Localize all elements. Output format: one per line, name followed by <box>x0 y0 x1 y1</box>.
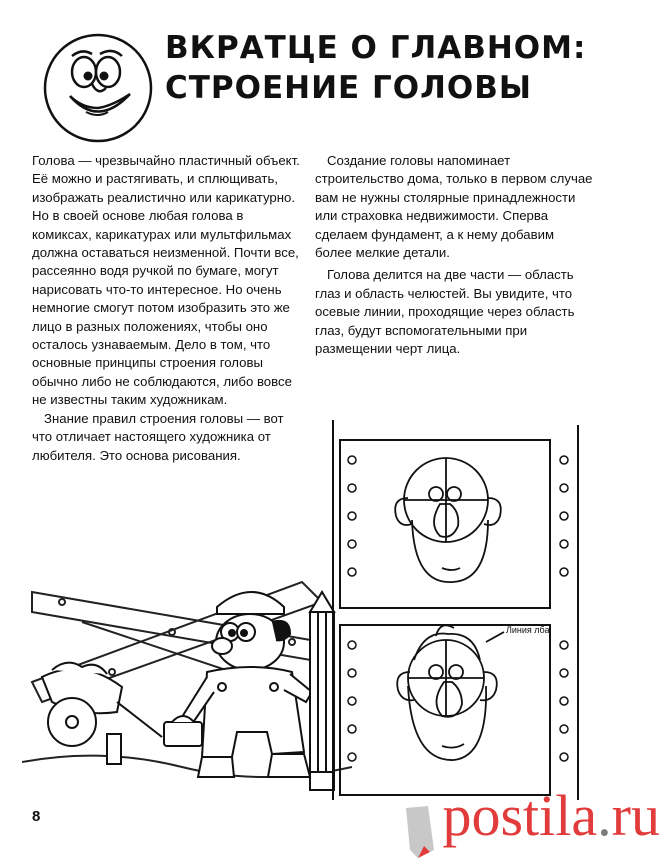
page-number: 8 <box>32 808 41 825</box>
title-line-2: СТРОЕНИЕ ГОЛОВЫ <box>165 70 532 106</box>
head-diagram-filmstrip <box>328 420 586 800</box>
watermark <box>400 782 660 860</box>
forehead-line-label: Линия лба <box>506 625 550 635</box>
left-paragraph-2: Знание правил строения головы — вот что отличает настоящего художника от любителя. Это основа рисования. <box>32 410 284 463</box>
watermark-tld: ru <box>611 783 660 848</box>
title-line-1: ВКРАТЦЕ О ГЛАВНОМ: <box>165 30 587 66</box>
page-title <box>165 30 635 106</box>
right-paragraph-1: Создание головы напоминает строительство дома, только в первом случае вам не нужны столярные принадлежности или страховка недвижимости. Сперва сделаем фундамент, а к нему добавим более мелкие детали. <box>315 153 593 261</box>
right-column <box>315 152 593 358</box>
smiley-face-icon <box>42 32 154 144</box>
watermark-dot: . <box>597 783 612 848</box>
workman-illustration <box>22 562 352 802</box>
filmstrip-frame <box>328 420 586 800</box>
pencil-logo-icon <box>400 802 438 860</box>
left-column <box>32 152 304 465</box>
watermark-main: postila <box>442 783 598 848</box>
right-paragraph-2: Голова делится на две части — область глаз и область челюстей. Вы увидите, что осевые линии, проходящие через область глаз, будут вспомогательными при размещении черт лица. <box>315 267 575 357</box>
left-paragraph-1: Голова — чрезвычайно пластичный объект. Её можно и растягивать, и сплющивать, изображать реалистично или карикатурно. Но в своей основе любая голова в комиксах, карикатурах или мультфильмах должна оставаться неизменной. Почти все, рассеянно водя ручкой по бумаге, могут нарисовать что-то интересное. Но очень немногие смогут потом изобразить это же лицо в разных положениях, чтобы оно осталось узнаваемым. Дело в том, что основные принципы строения головы обычно либо не соблюдаются, либо вовсе не известны таким художникам. <box>32 153 300 408</box>
